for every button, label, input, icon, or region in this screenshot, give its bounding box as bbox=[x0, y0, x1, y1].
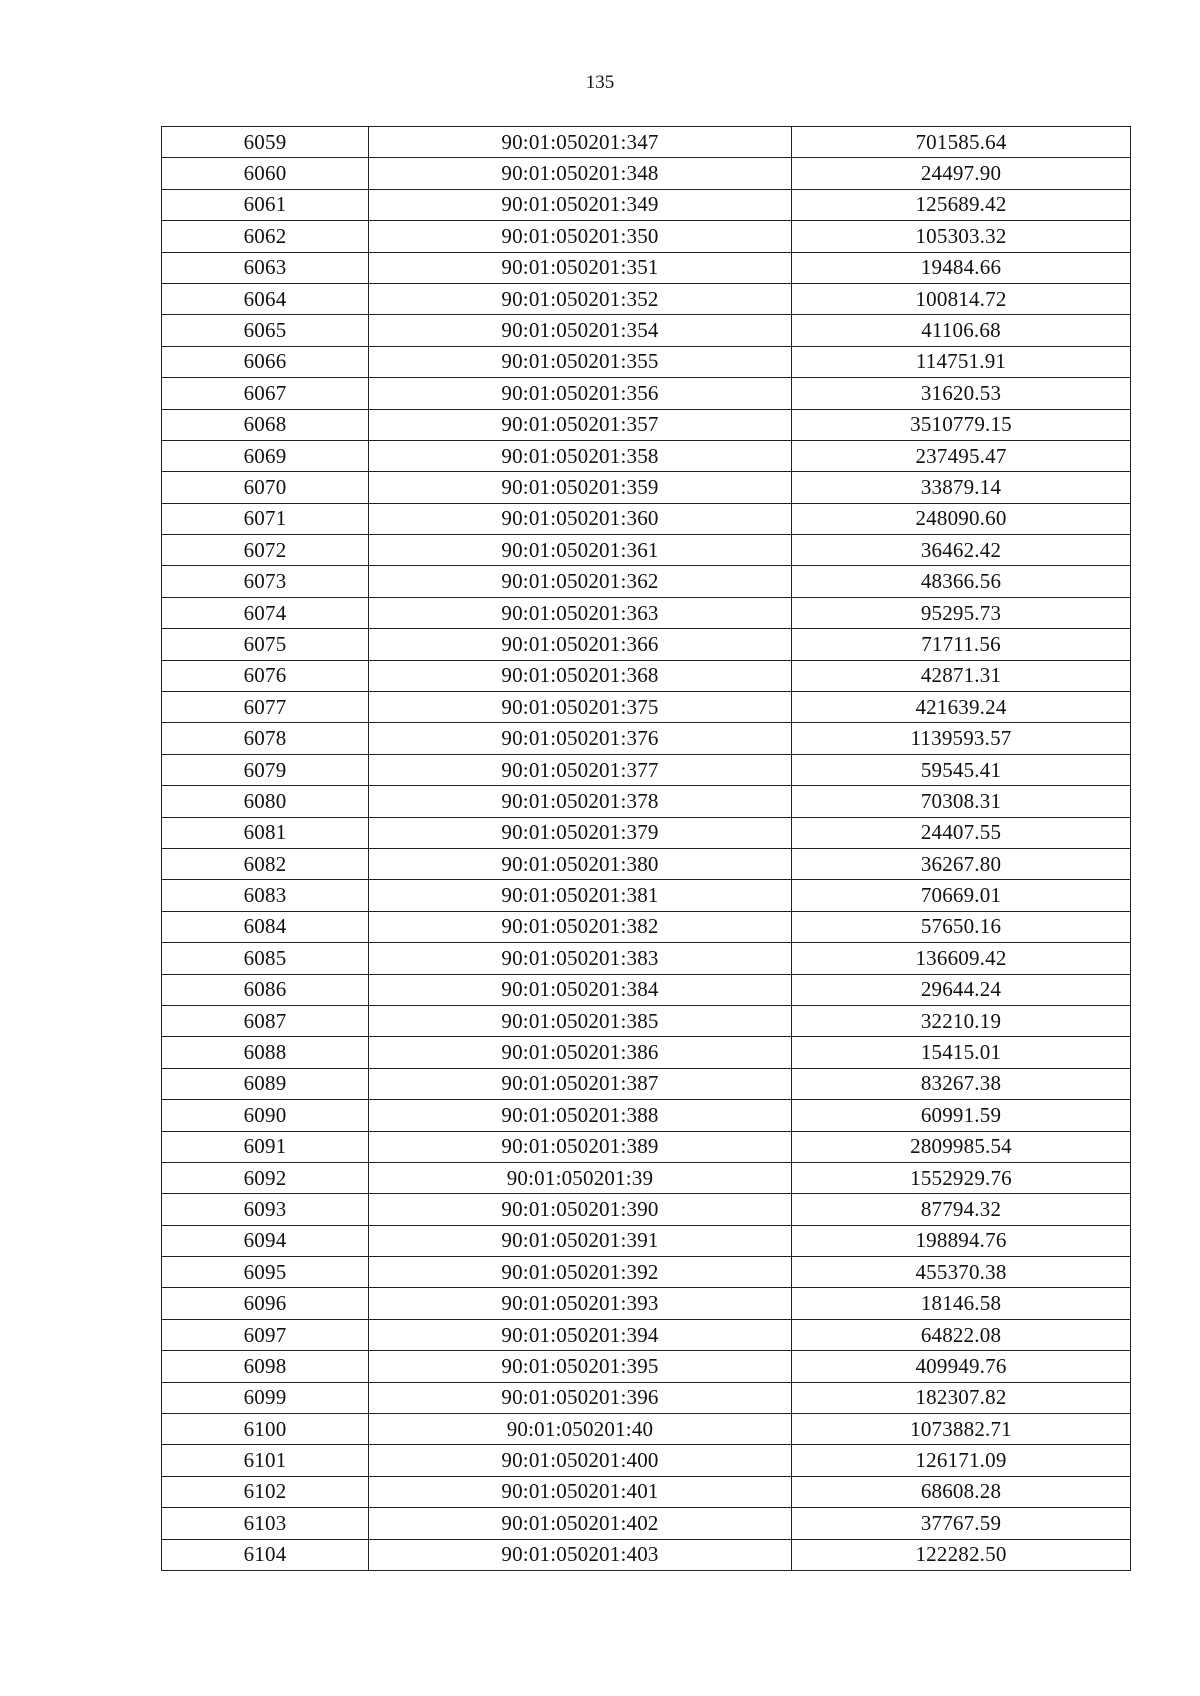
cadastral-number-cell: 90:01:050201:356 bbox=[369, 378, 792, 409]
row-number-cell: 6072 bbox=[162, 535, 369, 566]
value-cell: 60991.59 bbox=[792, 1100, 1131, 1131]
table-row bbox=[162, 848, 1131, 879]
table-row bbox=[162, 535, 1131, 566]
table-row bbox=[162, 1319, 1131, 1350]
value-cell: 32210.19 bbox=[792, 1005, 1131, 1036]
row-number-cell: 6062 bbox=[162, 221, 369, 252]
row-number-cell: 6086 bbox=[162, 974, 369, 1005]
cadastral-number-cell: 90:01:050201:354 bbox=[369, 315, 792, 346]
value-cell: 455370.38 bbox=[792, 1257, 1131, 1288]
value-cell: 1139593.57 bbox=[792, 723, 1131, 754]
table-row bbox=[162, 1476, 1131, 1507]
cadastral-number-cell: 90:01:050201:381 bbox=[369, 880, 792, 911]
table-row bbox=[162, 1005, 1131, 1036]
value-cell: 37767.59 bbox=[792, 1508, 1131, 1539]
table-row bbox=[162, 283, 1131, 314]
row-number-cell: 6065 bbox=[162, 315, 369, 346]
row-number-cell: 6097 bbox=[162, 1319, 369, 1350]
cadastral-number-cell: 90:01:050201:366 bbox=[369, 629, 792, 660]
cadastral-number-cell: 90:01:050201:385 bbox=[369, 1005, 792, 1036]
cadastral-number-cell: 90:01:050201:390 bbox=[369, 1194, 792, 1225]
row-number-cell: 6064 bbox=[162, 283, 369, 314]
value-cell: 2809985.54 bbox=[792, 1131, 1131, 1162]
cadastral-number-cell: 90:01:050201:358 bbox=[369, 440, 792, 471]
row-number-cell: 6068 bbox=[162, 409, 369, 440]
table-row bbox=[162, 315, 1131, 346]
table-row bbox=[162, 1382, 1131, 1413]
cadastral-number-cell: 90:01:050201:351 bbox=[369, 252, 792, 283]
row-number-cell: 6074 bbox=[162, 597, 369, 628]
table-row bbox=[162, 503, 1131, 534]
row-number-cell: 6083 bbox=[162, 880, 369, 911]
cadastral-number-cell: 90:01:050201:400 bbox=[369, 1445, 792, 1476]
cadastral-number-cell: 90:01:050201:363 bbox=[369, 597, 792, 628]
value-cell: 33879.14 bbox=[792, 472, 1131, 503]
cadastral-number-cell: 90:01:050201:395 bbox=[369, 1351, 792, 1382]
row-number-cell: 6094 bbox=[162, 1225, 369, 1256]
cadastral-number-cell: 90:01:050201:393 bbox=[369, 1288, 792, 1319]
table-row bbox=[162, 660, 1131, 691]
table-row bbox=[162, 1539, 1131, 1570]
cadastral-number-cell: 90:01:050201:384 bbox=[369, 974, 792, 1005]
value-cell: 59545.41 bbox=[792, 754, 1131, 785]
row-number-cell: 6060 bbox=[162, 158, 369, 189]
row-number-cell: 6069 bbox=[162, 440, 369, 471]
cadastral-number-cell: 90:01:050201:392 bbox=[369, 1257, 792, 1288]
cadastral-number-cell: 90:01:050201:350 bbox=[369, 221, 792, 252]
row-number-cell: 6089 bbox=[162, 1068, 369, 1099]
row-number-cell: 6076 bbox=[162, 660, 369, 691]
cadastral-number-cell: 90:01:050201:362 bbox=[369, 566, 792, 597]
value-cell: 125689.42 bbox=[792, 189, 1131, 220]
table-row bbox=[162, 1194, 1131, 1225]
cadastral-number-cell: 90:01:050201:357 bbox=[369, 409, 792, 440]
value-cell: 126171.09 bbox=[792, 1445, 1131, 1476]
value-cell: 421639.24 bbox=[792, 692, 1131, 723]
cadastral-number-cell: 90:01:050201:387 bbox=[369, 1068, 792, 1099]
cadastral-number-cell: 90:01:050201:348 bbox=[369, 158, 792, 189]
value-cell: 29644.24 bbox=[792, 974, 1131, 1005]
value-cell: 701585.64 bbox=[792, 127, 1131, 158]
cadastral-number-cell: 90:01:050201:382 bbox=[369, 911, 792, 942]
value-cell: 68608.28 bbox=[792, 1476, 1131, 1507]
value-cell: 70669.01 bbox=[792, 880, 1131, 911]
row-number-cell: 6088 bbox=[162, 1037, 369, 1068]
value-cell: 36462.42 bbox=[792, 535, 1131, 566]
value-cell: 15415.01 bbox=[792, 1037, 1131, 1068]
value-cell: 182307.82 bbox=[792, 1382, 1131, 1413]
value-cell: 136609.42 bbox=[792, 943, 1131, 974]
table-row bbox=[162, 1445, 1131, 1476]
row-number-cell: 6070 bbox=[162, 472, 369, 503]
value-cell: 18146.58 bbox=[792, 1288, 1131, 1319]
page-number: 135 bbox=[585, 72, 615, 93]
row-number-cell: 6075 bbox=[162, 629, 369, 660]
table-row bbox=[162, 1162, 1131, 1193]
value-cell: 3510779.15 bbox=[792, 409, 1131, 440]
row-number-cell: 6099 bbox=[162, 1382, 369, 1413]
table-row bbox=[162, 1288, 1131, 1319]
cadastral-number-cell: 90:01:050201:403 bbox=[369, 1539, 792, 1570]
table-row bbox=[162, 252, 1131, 283]
value-cell: 48366.56 bbox=[792, 566, 1131, 597]
data-table-container bbox=[161, 126, 1130, 1571]
table-row bbox=[162, 1257, 1131, 1288]
row-number-cell: 6090 bbox=[162, 1100, 369, 1131]
row-number-cell: 6085 bbox=[162, 943, 369, 974]
table-row bbox=[162, 1351, 1131, 1382]
cadastral-number-cell: 90:01:050201:394 bbox=[369, 1319, 792, 1350]
row-number-cell: 6082 bbox=[162, 848, 369, 879]
table-row bbox=[162, 221, 1131, 252]
cadastral-number-cell: 90:01:050201:380 bbox=[369, 848, 792, 879]
value-cell: 114751.91 bbox=[792, 346, 1131, 377]
value-cell: 237495.47 bbox=[792, 440, 1131, 471]
value-cell: 83267.38 bbox=[792, 1068, 1131, 1099]
table-row bbox=[162, 943, 1131, 974]
table-row bbox=[162, 786, 1131, 817]
cadastral-number-cell: 90:01:050201:349 bbox=[369, 189, 792, 220]
row-number-cell: 6063 bbox=[162, 252, 369, 283]
value-cell: 57650.16 bbox=[792, 911, 1131, 942]
row-number-cell: 6104 bbox=[162, 1539, 369, 1570]
cadastral-number-cell: 90:01:050201:377 bbox=[369, 754, 792, 785]
value-cell: 71711.56 bbox=[792, 629, 1131, 660]
cadastral-number-cell: 90:01:050201:40 bbox=[369, 1414, 792, 1445]
value-cell: 87794.32 bbox=[792, 1194, 1131, 1225]
row-number-cell: 6084 bbox=[162, 911, 369, 942]
table-row bbox=[162, 1225, 1131, 1256]
row-number-cell: 6091 bbox=[162, 1131, 369, 1162]
value-cell: 31620.53 bbox=[792, 378, 1131, 409]
row-number-cell: 6079 bbox=[162, 754, 369, 785]
row-number-cell: 6071 bbox=[162, 503, 369, 534]
cadastral-number-cell: 90:01:050201:368 bbox=[369, 660, 792, 691]
row-number-cell: 6080 bbox=[162, 786, 369, 817]
table-row bbox=[162, 409, 1131, 440]
cadastral-number-cell: 90:01:050201:401 bbox=[369, 1476, 792, 1507]
data-table bbox=[161, 126, 1131, 1571]
value-cell: 100814.72 bbox=[792, 283, 1131, 314]
table-row bbox=[162, 127, 1131, 158]
cadastral-number-cell: 90:01:050201:347 bbox=[369, 127, 792, 158]
value-cell: 1073882.71 bbox=[792, 1414, 1131, 1445]
row-number-cell: 6081 bbox=[162, 817, 369, 848]
row-number-cell: 6095 bbox=[162, 1257, 369, 1288]
value-cell: 105303.32 bbox=[792, 221, 1131, 252]
row-number-cell: 6101 bbox=[162, 1445, 369, 1476]
table-row bbox=[162, 974, 1131, 1005]
table-row bbox=[162, 754, 1131, 785]
table-row bbox=[162, 566, 1131, 597]
row-number-cell: 6103 bbox=[162, 1508, 369, 1539]
table-row bbox=[162, 880, 1131, 911]
table-row bbox=[162, 440, 1131, 471]
value-cell: 64822.08 bbox=[792, 1319, 1131, 1350]
cadastral-number-cell: 90:01:050201:388 bbox=[369, 1100, 792, 1131]
cadastral-number-cell: 90:01:050201:396 bbox=[369, 1382, 792, 1413]
table-row bbox=[162, 472, 1131, 503]
cadastral-number-cell: 90:01:050201:389 bbox=[369, 1131, 792, 1162]
row-number-cell: 6073 bbox=[162, 566, 369, 597]
value-cell: 1552929.76 bbox=[792, 1162, 1131, 1193]
table-row bbox=[162, 1068, 1131, 1099]
row-number-cell: 6078 bbox=[162, 723, 369, 754]
cadastral-number-cell: 90:01:050201:360 bbox=[369, 503, 792, 534]
cadastral-number-cell: 90:01:050201:352 bbox=[369, 283, 792, 314]
row-number-cell: 6059 bbox=[162, 127, 369, 158]
table-row bbox=[162, 346, 1131, 377]
value-cell: 41106.68 bbox=[792, 315, 1131, 346]
value-cell: 24407.55 bbox=[792, 817, 1131, 848]
value-cell: 122282.50 bbox=[792, 1539, 1131, 1570]
cadastral-number-cell: 90:01:050201:355 bbox=[369, 346, 792, 377]
cadastral-number-cell: 90:01:050201:391 bbox=[369, 1225, 792, 1256]
value-cell: 24497.90 bbox=[792, 158, 1131, 189]
value-cell: 70308.31 bbox=[792, 786, 1131, 817]
value-cell: 36267.80 bbox=[792, 848, 1131, 879]
cadastral-number-cell: 90:01:050201:359 bbox=[369, 472, 792, 503]
value-cell: 198894.76 bbox=[792, 1225, 1131, 1256]
cadastral-number-cell: 90:01:050201:375 bbox=[369, 692, 792, 723]
table-row bbox=[162, 1100, 1131, 1131]
value-cell: 42871.31 bbox=[792, 660, 1131, 691]
table-row bbox=[162, 1508, 1131, 1539]
table-row bbox=[162, 1131, 1131, 1162]
table-body bbox=[162, 127, 1131, 1571]
row-number-cell: 6066 bbox=[162, 346, 369, 377]
row-number-cell: 6093 bbox=[162, 1194, 369, 1225]
table-row bbox=[162, 1414, 1131, 1445]
table-row bbox=[162, 1037, 1131, 1068]
cadastral-number-cell: 90:01:050201:386 bbox=[369, 1037, 792, 1068]
cadastral-number-cell: 90:01:050201:378 bbox=[369, 786, 792, 817]
row-number-cell: 6096 bbox=[162, 1288, 369, 1319]
cadastral-number-cell: 90:01:050201:361 bbox=[369, 535, 792, 566]
value-cell: 19484.66 bbox=[792, 252, 1131, 283]
row-number-cell: 6102 bbox=[162, 1476, 369, 1507]
table-row bbox=[162, 911, 1131, 942]
table-row bbox=[162, 189, 1131, 220]
value-cell: 248090.60 bbox=[792, 503, 1131, 534]
row-number-cell: 6087 bbox=[162, 1005, 369, 1036]
row-number-cell: 6092 bbox=[162, 1162, 369, 1193]
table-row bbox=[162, 629, 1131, 660]
row-number-cell: 6100 bbox=[162, 1414, 369, 1445]
row-number-cell: 6067 bbox=[162, 378, 369, 409]
cadastral-number-cell: 90:01:050201:383 bbox=[369, 943, 792, 974]
table-row bbox=[162, 597, 1131, 628]
cadastral-number-cell: 90:01:050201:376 bbox=[369, 723, 792, 754]
row-number-cell: 6098 bbox=[162, 1351, 369, 1382]
value-cell: 95295.73 bbox=[792, 597, 1131, 628]
value-cell: 409949.76 bbox=[792, 1351, 1131, 1382]
cadastral-number-cell: 90:01:050201:39 bbox=[369, 1162, 792, 1193]
table-row bbox=[162, 817, 1131, 848]
cadastral-number-cell: 90:01:050201:402 bbox=[369, 1508, 792, 1539]
table-row bbox=[162, 158, 1131, 189]
table-row bbox=[162, 692, 1131, 723]
table-row bbox=[162, 378, 1131, 409]
cadastral-number-cell: 90:01:050201:379 bbox=[369, 817, 792, 848]
table-row bbox=[162, 723, 1131, 754]
row-number-cell: 6061 bbox=[162, 189, 369, 220]
row-number-cell: 6077 bbox=[162, 692, 369, 723]
